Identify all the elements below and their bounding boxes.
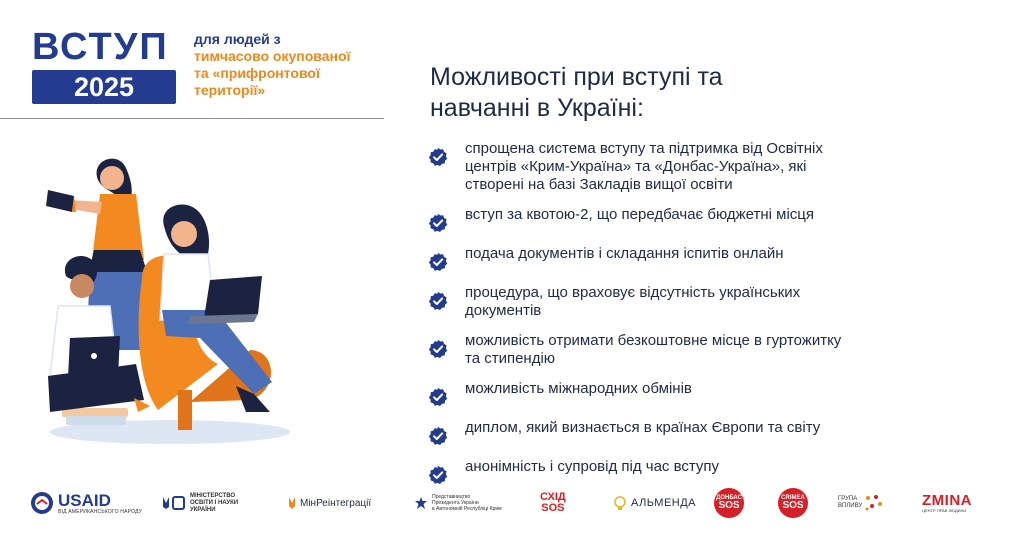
check-badge-icon xyxy=(428,339,448,359)
tagline-line: для людей з xyxy=(194,31,281,47)
predst-line: Президента України xyxy=(432,500,479,506)
list-item-text: вступ за квотою-2, що передбачає бюджетні місця xyxy=(465,206,815,223)
zmina-name: ZMINA xyxy=(922,492,972,509)
dots-network-icon xyxy=(864,494,884,512)
list-item-text: анонімність і супровід під час вступу xyxy=(465,458,720,475)
list-item xyxy=(428,245,968,272)
donbas-badge xyxy=(714,488,744,518)
vstup-logo xyxy=(32,28,176,104)
title-line: Можливості при вступі та xyxy=(430,63,723,91)
list-item-text: диплом, який визнається в країнах Європи та світу xyxy=(465,419,821,436)
partner-logos xyxy=(0,478,1024,528)
logo-word: ВСТУП xyxy=(32,26,169,68)
crimea-badge xyxy=(778,488,808,518)
donbas-line: SOS xyxy=(718,500,740,511)
list-item xyxy=(428,332,968,368)
skhid-sos-logo xyxy=(540,478,566,528)
mon-line: МІНІСТЕРСТВО xyxy=(190,492,236,499)
star-emblem-icon xyxy=(414,496,428,510)
tagline xyxy=(194,31,350,99)
grupa-line: ГРУПА xyxy=(838,496,858,502)
list-item-text: можливість отримати безкоштовне місце в гуртожитку xyxy=(465,332,842,349)
list-item-text: створені на базі Закладів вищої освіти xyxy=(465,176,733,193)
predstavnytstvo-logo xyxy=(414,478,502,528)
usaid-logo xyxy=(30,478,142,528)
check-badge-icon xyxy=(428,387,448,407)
minreint-logo xyxy=(288,478,371,528)
donbas-line: ДОНБАС xyxy=(716,495,742,501)
usaid-name: USAID xyxy=(58,490,111,510)
list-item xyxy=(428,140,968,194)
predst-line: в Автономній Республіці Крим xyxy=(432,506,502,512)
usaid-seal-icon xyxy=(30,491,54,515)
grupa-vplyvu-logo xyxy=(838,478,884,528)
list-item-text: документів xyxy=(465,302,542,319)
zmina-sub: ЦЕНТР ПРАВ ЛЮДИНИ xyxy=(922,508,967,513)
skhid-line: СХІД xyxy=(540,491,566,503)
check-badge-icon xyxy=(428,213,448,233)
tagline-line: території» xyxy=(194,82,266,98)
usaid-sub: ВІД АМЕРИКАНСЬКОГО НАРОДУ xyxy=(58,508,143,515)
crimea-line: SOS xyxy=(782,500,804,511)
list-item-text: спрощена система вступу та підтримка від Освітніх xyxy=(465,140,823,157)
list-item-text: та стипендію xyxy=(465,350,556,367)
trident-icon xyxy=(160,495,186,511)
list-item-text: можливість міжнародних обмінів xyxy=(465,380,692,397)
check-badge-icon xyxy=(428,252,448,272)
list-item xyxy=(428,284,968,320)
list-item-text: центрів «Крим-Україна» та «Донбас-Україна», які xyxy=(465,158,807,175)
minreint-name: МінРеінтеграції xyxy=(300,497,372,509)
list-item xyxy=(428,206,968,233)
almenda-name: АЛЬМЕНДА xyxy=(631,497,697,509)
trident-icon xyxy=(288,496,296,510)
tagline-line: та «прифронтової xyxy=(194,65,320,81)
mon-line: ОСВІТИ І НАУКИ xyxy=(190,499,239,506)
lightbulb-icon xyxy=(612,495,628,511)
check-badge-icon xyxy=(428,147,448,167)
predst-line: Представництво xyxy=(432,494,471,500)
mon-logo xyxy=(160,478,238,528)
page-title xyxy=(430,62,990,124)
donbas-sos-logo xyxy=(714,478,744,528)
skhid-line: SOS xyxy=(541,502,565,514)
header-divider xyxy=(0,118,384,119)
students-illustration xyxy=(40,150,290,450)
logo-year: 2025 xyxy=(32,70,176,104)
zmina-logo xyxy=(922,478,972,528)
benefits-list xyxy=(428,140,968,485)
list-item xyxy=(428,380,968,407)
mon-line: УКРАЇНИ xyxy=(190,506,216,513)
almenda-logo xyxy=(612,478,696,528)
list-item-text: подача документів і складання іспитів онлайн xyxy=(465,245,784,262)
grupa-line: ВПЛИВУ xyxy=(838,503,863,509)
title-line: навчанні в Україні: xyxy=(430,94,644,122)
list-item-text: процедура, що враховує відсутність українських xyxy=(465,284,801,301)
list-item xyxy=(428,419,968,446)
crimea-line: CRIMEA xyxy=(781,495,805,501)
tagline-line: тимчасово окупованої xyxy=(194,48,351,64)
crimea-sos-logo xyxy=(778,478,808,528)
check-badge-icon xyxy=(428,291,448,311)
check-badge-icon xyxy=(428,426,448,446)
